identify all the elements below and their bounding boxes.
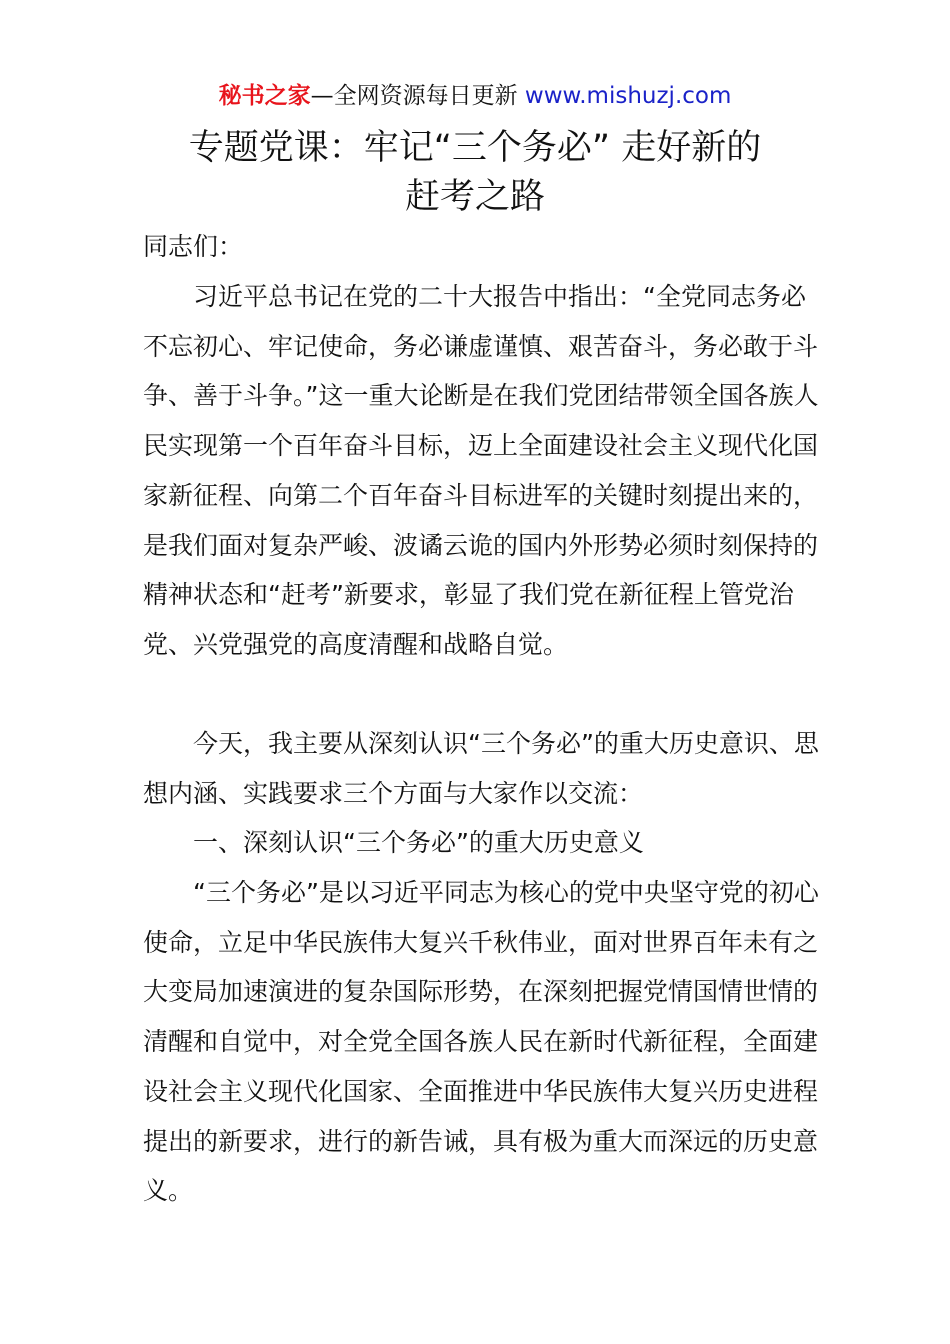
paragraph-outline: 今天，我主要从深刻认识“三个务必”的重大历史意识、思想内涵、实践要求三个方面与大家作以交流：	[143, 729, 819, 808]
site-url-link[interactable]: www.mishuzj.com	[524, 83, 732, 109]
header-tagline: —全网资源每日更新	[310, 83, 525, 109]
paragraph-intro: 习近平总书记在党的二十大报告中指出：“全党同志务必不忘初心、牢记使命，务必谦虚谨慎、艰苦奋斗，务必敢于斗争、善于斗争。”这一重大论断是在我们党团结带领全国各族人民实现第一个百年奋斗目标，迈上全面建设社会主义现代化国家新征程、向第二个百年奋斗目标进军的关键时刻提出来的，是我们面对复杂严峻、波谲云诡的国内外形势必须时刻保持的精神状态和“赶考”新要求，彰显了我们党在新征程上管党治党、兴党强党的高度清醒和战略自觉。	[143, 282, 819, 659]
site-header	[0, 80, 950, 112]
brand-name: 秘书之家	[218, 83, 311, 109]
document-title-line-2: 赶考之路	[404, 177, 545, 217]
salutation: 同志们：	[143, 232, 244, 261]
document-title-line-1: 专题党课：牢记“三个务必” 走好新的	[188, 128, 762, 168]
paragraph-section-1: “三个务必”是以习近平同志为核心的党中央坚守党的初心使命，立足中华民族伟大复兴千秋伟业，面对世界百年未有之大变局加速演进的复杂国际形势，在深刻把握党情国情世情的清醒和自觉中，对全党全国各族人民在新时代新征程，全面建设社会主义现代化国家、全面推进中华民族伟大复兴历史进程提出的新要求，进行的新告诫，具有极为重大而深远的历史意义。	[143, 878, 819, 1206]
section-heading-1: 一、深刻认识“三个务必”的重大历史意义	[193, 828, 644, 857]
